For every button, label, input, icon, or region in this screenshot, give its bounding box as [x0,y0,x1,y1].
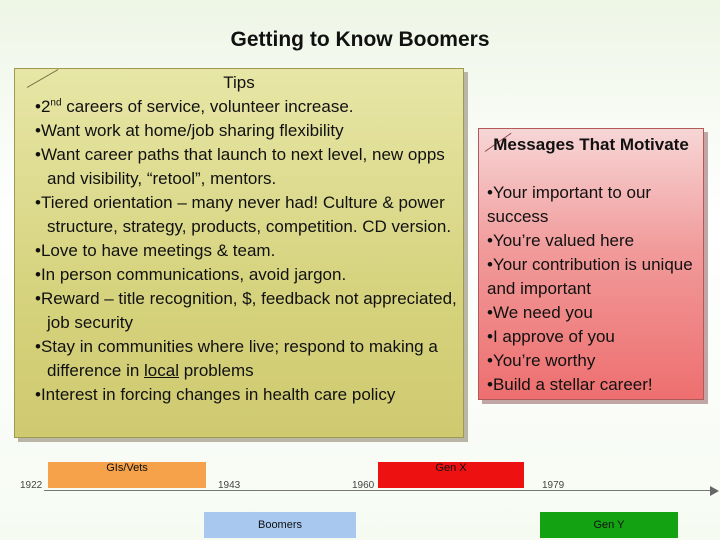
messages-list [487,181,699,397]
tip-item: • Want career paths that launch to next level, new opps and visibility, “retool”, mentors. [25,143,465,191]
message-item: • You’re valued here [487,229,699,253]
messages-panel [478,128,704,400]
slide-title: Getting to Know Boomers [230,28,490,51]
tips-heading: Tips [223,73,255,92]
message-item: • Your important to our success [487,181,699,229]
generation-label: GIs/Vets [106,462,148,474]
tips-list [25,95,465,407]
timeline-axis [44,490,712,491]
tip-item: • 2nd careers of service, volunteer increase. [25,95,465,119]
generation-label: Boomers [257,519,303,531]
tips-panel [14,68,464,438]
tip-item: • Love to have meetings & team. [25,239,465,263]
generation-bar-gis-vets [48,462,206,488]
tip-item: • Interest in forcing changes in health care policy [25,383,465,407]
message-item: • I approve of you [487,325,699,349]
year-label: 1960 [352,480,375,491]
message-item: • Build a stellar career! [487,373,699,397]
messages-heading: Messages That Motivate [493,135,689,154]
generation-bar-boomers [204,512,356,538]
tip-item: • In person communications, avoid jargon. [25,263,465,287]
tip-item: • Stay in communities where live; respond to making a difference in local problems [25,335,465,383]
year-label: 1943 [218,480,241,491]
tip-item: • Want work at home/job sharing flexibility [25,119,465,143]
generation-label: Gen X [435,462,467,474]
tip-item: • Reward – title recognition, $, feedback not appreciated, job security [25,287,465,335]
message-item: • Your contribution is unique and important [487,253,699,301]
message-item: • We need you [487,301,699,325]
generation-bar-gen-x [378,462,524,488]
generation-bar-gen-y [540,512,678,538]
year-label: 1922 [20,480,43,491]
tip-item: • Tiered orientation – many never had! Culture & power structure, strategy, products, competition. CD version. [25,191,465,239]
year-label: 1979 [542,480,565,491]
generation-label: Gen Y [593,519,625,531]
timeline-arrow-icon [710,486,719,496]
message-item: • You’re worthy [487,349,699,373]
